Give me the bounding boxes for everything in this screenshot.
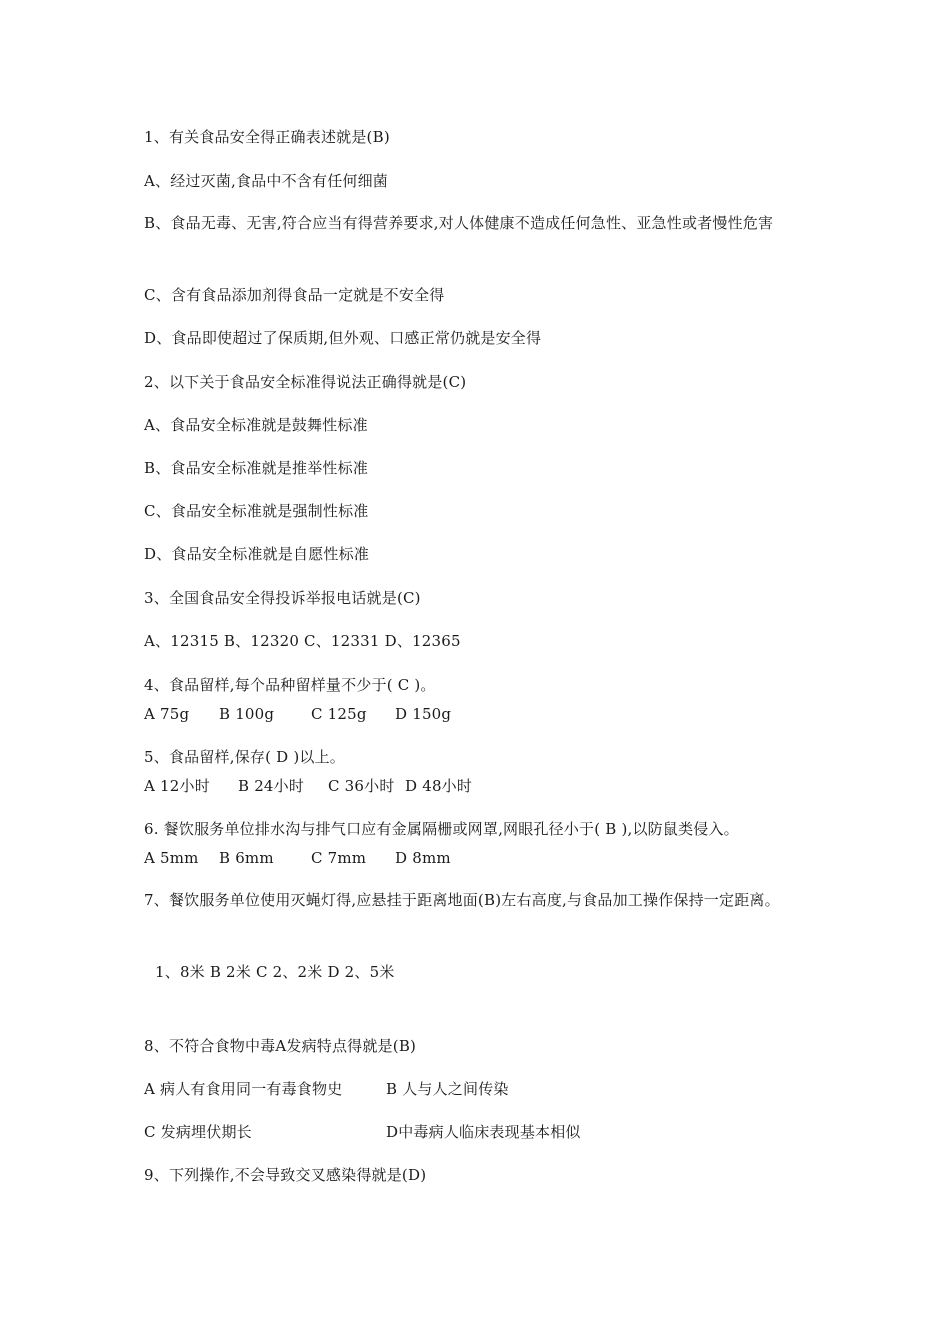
q8-stem: 8、不符合食物中毒A发病特点得就是(B) — [144, 1037, 417, 1055]
q2-option-a: A、食品安全标准就是鼓舞性标准 — [144, 416, 368, 434]
q5-stem: 5、食品留样,保存( D )以上。 — [144, 748, 345, 766]
q1-option-b: B、食品无毒、无害,符合应当有得营养要求,对人体健康不造成任何急性、亚急性或者慢性危害 — [144, 214, 774, 232]
q8-option-c: C 发病埋伏期长 — [144, 1123, 252, 1141]
q2-option-d: D、食品安全标准就是自愿性标准 — [144, 545, 370, 563]
q5-option-a: A 12小时 — [144, 777, 210, 795]
q1-option-d: D、食品即使超过了保质期,但外观、口感正常仍就是安全得 — [144, 329, 542, 347]
q8-options-row1 — [144, 1079, 509, 1099]
q1-option-c: C、含有食品添加剂得食品一定就是不安全得 — [144, 286, 445, 304]
q4-option-b: B 100g — [219, 705, 275, 723]
q1-stem: 1、有关食品安全得正确表述就是(B) — [144, 128, 390, 146]
q6-stem: 6. 餐饮服务单位排水沟与排气口应有金属隔栅或网罩,网眼孔径小于( B ),以防鼠类侵入。 — [144, 820, 739, 838]
q8-option-a: A 病人有食用同一有毒食物史 — [144, 1080, 343, 1098]
q5-options — [144, 776, 472, 796]
q2-option-b: B、食品安全标准就是推举性标准 — [144, 459, 369, 477]
q4-option-d: D 150g — [395, 705, 452, 723]
q2-option-c: C、食品安全标准就是强制性标准 — [144, 502, 369, 520]
q8-options-row2 — [144, 1122, 581, 1142]
q1-option-a: A、经过灭菌,食品中不含有任何细菌 — [144, 172, 389, 190]
q8-option-d: D中毒病人临床表现基本相似 — [386, 1123, 581, 1141]
q5-option-c: C 36小时 — [328, 777, 395, 795]
q4-option-c: C 125g — [311, 705, 367, 723]
q4-stem: 4、食品留样,每个品种留样量不少于( C )。 — [144, 676, 436, 694]
q7-stem: 7、餐饮服务单位使用灭蝇灯得,应悬挂于距离地面(B)左右高度,与食品加工操作保持一定距离。 — [144, 891, 780, 909]
q6-option-b: B 6mm — [219, 849, 274, 867]
q3-options: A、12315 B、12320 C、12331 D、12365 — [144, 632, 461, 650]
q6-option-c: C 7mm — [311, 849, 367, 867]
q3-stem: 3、全国食品安全得投诉举报电话就是(C) — [144, 589, 421, 607]
q9-stem: 9、下列操作,不会导致交叉感染得就是(D) — [144, 1166, 427, 1184]
q2-stem: 2、以下关于食品安全标准得说法正确得就是(C) — [144, 373, 467, 391]
q7-options: 1、8米 B 2米 C 2、2米 D 2、5米 — [155, 963, 395, 981]
q8-option-b: B 人与人之间传染 — [386, 1080, 509, 1098]
q4-options — [144, 704, 451, 724]
q6-options — [144, 848, 451, 868]
q4-option-a: A 75g — [144, 705, 190, 723]
q5-option-b: B 24小时 — [238, 777, 305, 795]
q6-option-d: D 8mm — [395, 849, 451, 867]
q5-option-d: D 48小时 — [405, 777, 473, 795]
q6-option-a: A 5mm — [144, 849, 199, 867]
